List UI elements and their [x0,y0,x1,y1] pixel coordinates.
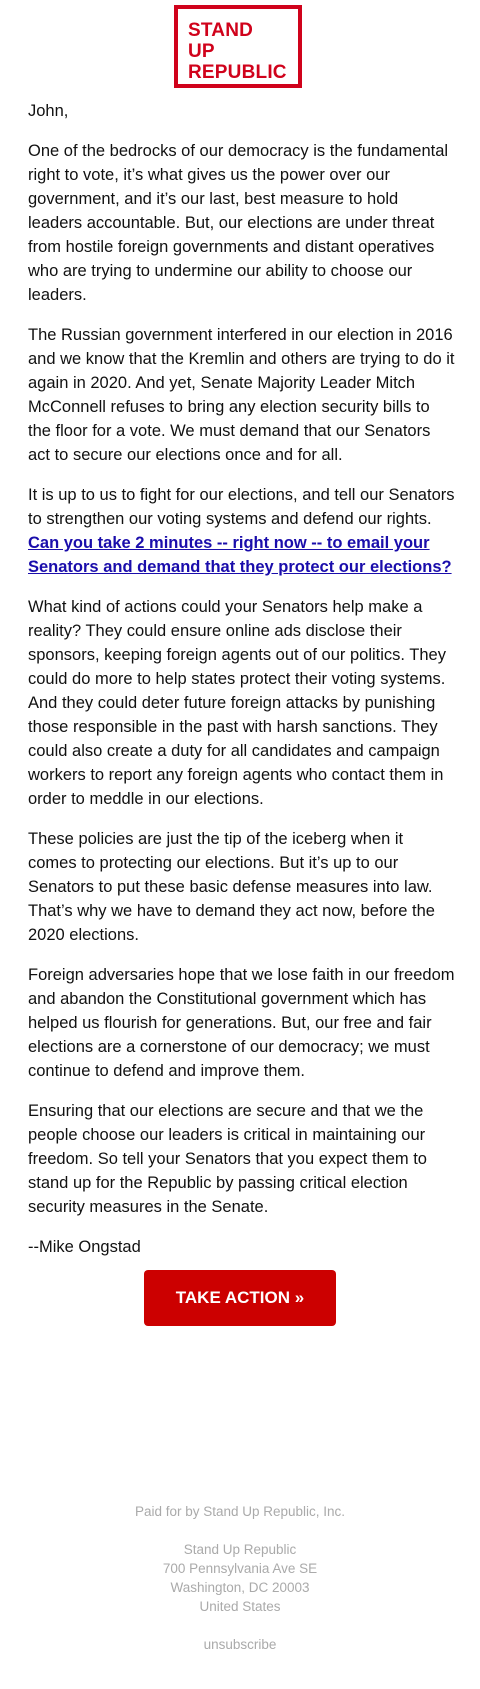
footer-country: United States [199,1599,281,1614]
paid-for-disclaimer: Paid for by Stand Up Republic, Inc. [134,1504,346,1519]
paragraph-fight-for-elections [28,483,456,579]
email-footer [0,1502,480,1654]
footer-city: Washington, DC 20003 [170,1580,310,1595]
paragraph-fight-text: It is up to us to fight for our elections, and tell our Senators to strengthen our voting systems and defend our rights. [28,486,455,528]
footer-spacer [0,1521,480,1540]
logo-text-republic: REPUBLIC [188,62,287,83]
greeting: John, [28,102,69,120]
take-action-button[interactable]: TAKE ACTION » [144,1270,336,1326]
paragraph-foreign-adversaries: Foreign adversaries hope that we lose faith in our freedom and abandon the Constitutional government which has helped us flourish for generations. But, our free and fair elections are a cornerstone of our democracy; we must continue to defend and improve them. [28,966,455,1080]
paragraph-tip-of-iceberg: These policies are just the tip of the iceberg when it comes to protecting our elections. But it’s up to our Senators to put these basic defense measures into law. That’s why we have to demand they act now, before the 2020 elections. [28,830,435,944]
signature: --Mike Ongstad [28,1238,141,1256]
logo-text-up: UP [188,41,215,62]
stand-up-republic-logo[interactable] [174,5,302,88]
footer-street: 700 Pennsylvania Ave SE [162,1561,318,1576]
paragraph-russian-interference: The Russian government interfered in our election in 2016 and we know that the Kremlin and others are trying to do it again in 2020. And yet, Senate Majority Leader Mitch McConnell refuses to bring any election security bills to the floor for a vote. We must demand that our Senators act to secure our elections once and for all. [28,326,455,464]
logo-text-stand: STAND [188,20,254,41]
unsubscribe-link[interactable]: unsubscribe [203,1637,277,1652]
footer-org-name: Stand Up Republic [183,1542,297,1557]
footer-spacer-2 [0,1616,480,1635]
email-body [28,99,456,1275]
paragraph-senator-actions: What kind of actions could your Senators help make a reality? They could ensure online ads disclose their sponsors, keeping foreign agents out of our politics. They could do more to help states protect their voting systems. And they could deter future foreign attacks by punishing those responsible in the past with harsh sanctions. They could also create a duty for all candidates and campaign workers to report any foreign agents who contact them in order to meddle in our elections. [28,598,446,808]
email-senators-link[interactable]: Can you take 2 minutes -- right now -- to email your Senators and demand that they protect our elections? [28,534,452,576]
paragraph-voting-rights: One of the bedrocks of our democracy is the fundamental right to vote, it’s what gives us the power over our government, and it’s our last, best measure to hold leaders accountable. But, our elections are under threat from hostile foreign governments and distant operatives who are trying to undermine our ability to choose our leaders. [28,142,449,304]
email-header [0,0,480,100]
paragraph-ensuring-secure: Ensuring that our elections are secure and that we the people choose our leaders is critical in maintaining our freedom. So tell your Senators that you expect them to stand up for the Republic by passing critical election security measures in the Senate. [28,1102,427,1216]
cta-container [0,1270,480,1326]
